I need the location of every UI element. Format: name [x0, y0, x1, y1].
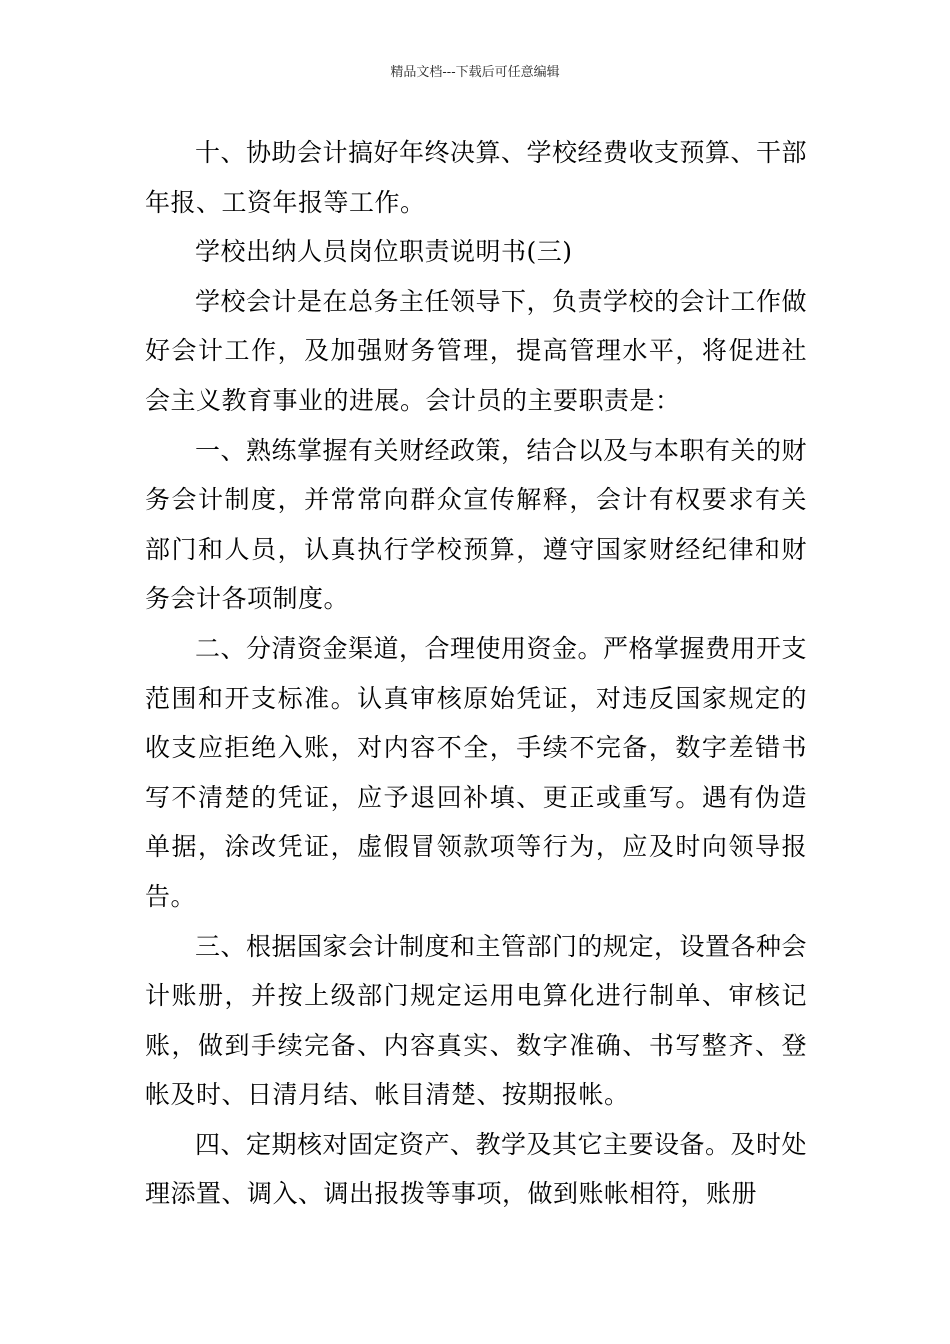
page-header: 精品文档---下载后可任意编辑 [390, 65, 560, 80]
paragraph-item-10: 十、协助会计搞好年终决算、学校经费收支预算、干部年报、工资年报等工作。 [145, 138, 808, 217]
paragraph-item-3: 三、根据国家会计制度和主管部门的规定，设置各种会计账册，并按上级部门规定运用电算化进行制单、审核记账，做到手续完备、内容真实、数字准确、书写整齐、登帐及时、日清月结、帐目清楚、按期报帐。 [145, 931, 808, 1110]
paragraph-item-1: 一、熟练掌握有关财经政策，结合以及与本职有关的财务会计制度，并常常向群众宣传解释，会计有权要求有关部门和人员，认真执行学校预算，遵守国家财经纪律和财务会计各项制度。 [145, 435, 808, 614]
paragraph-item-4: 四、定期核对固定资产、教学及其它主要设备。及时处理添置、调入、调出报拨等事项，做到账帐相符，账册 [145, 1129, 808, 1209]
section-heading: 学校出纳人员岗位职责说明书(三) [195, 237, 573, 267]
intro-paragraph: 学校会计是在总务主任领导下，负责学校的会计工作做好会计工作，及加强财务管理，提高管理水平，将促进社会主义教育事业的进展。会计员的主要职责是： [145, 286, 808, 415]
document-body [145, 128, 807, 1219]
paragraph-item-2: 二、分清资金渠道，合理使用资金。严格掌握费用开支范围和开支标准。认真审核原始凭证，对违反国家规定的收支应拒绝入账，对内容不全，手续不完备，数字差错书写不清楚的凭证，应予退回补填、更正或重写。遇有伪造单据，涂改凭证，虚假冒领款项等行为，应及时向领导报告。 [145, 633, 808, 911]
